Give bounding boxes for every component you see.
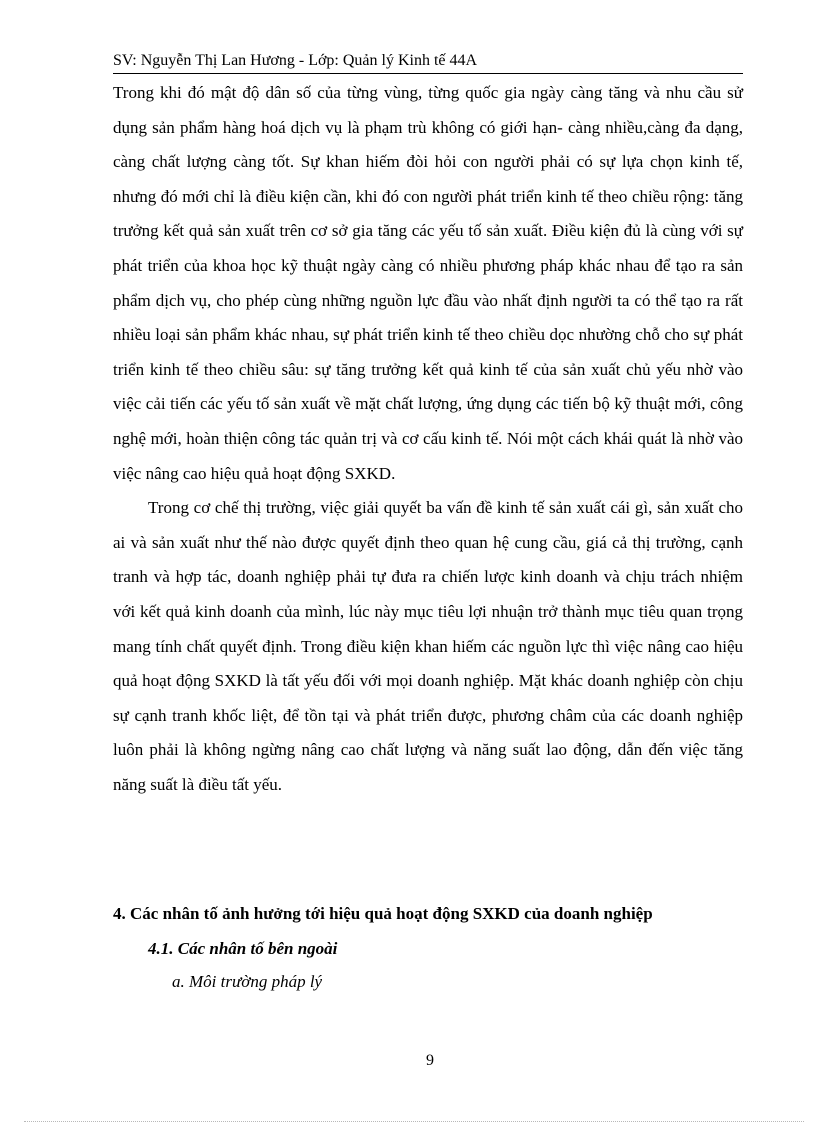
subsubsection-heading: a. Môi trường pháp lý xyxy=(172,972,323,991)
page-bottom-divider xyxy=(24,1121,804,1122)
subsection-heading: 4.1. Các nhân tố bên ngoài xyxy=(148,939,338,958)
body-content xyxy=(113,76,743,802)
section-heading: 4. Các nhân tố ảnh hưởng tới hiệu quả hoạt động SXKD của doanh nghiệp xyxy=(113,904,653,923)
page-header: SV: Nguyễn Thị Lan Hương - Lớp: Quản lý Kinh tế 44A xyxy=(113,50,743,74)
page-number: 9 xyxy=(426,1052,434,1069)
paragraph-2: Trong cơ chế thị trường, việc giải quyết ba vấn đề kinh tế sản xuất cái gì, sản xuất cho ai và sản xuất như thế nào được quyết định theo quan hệ cung cầu, giá cả thị trường, cạnh tranh và hợp tác, doanh nghiệp phải tự đưa ra chiến lược kinh doanh và chịu trách nhiệm với kết quả kinh doanh của mình, lúc này mục tiêu lợi nhuận trở thành mục tiêu quan trọng mang tính chất quyết định. Trong điều kiện khan hiếm các nguồn lực thì việc nâng cao hiệu quả hoạt động SXKD là tất yếu đối với mọi doanh nghiệp. Mặt khác doanh nghiệp còn chịu sự cạnh tranh khốc liệt, để tồn tại và phát triển được, phương châm của các doanh nghiệp luôn phải là không ngừng nâng cao chất lượng và năng suất lao động, dẫn đến việc tăng năng suất là điều tất yếu. xyxy=(113,498,743,794)
paragraph-1: Trong khi đó mật độ dân số của từng vùng, từng quốc gia ngày càng tăng và nhu cầu sử dụng sản phẩm hàng hoá dịch vụ là phạm trù không có giới hạn- càng nhiều,càng đa dạng, càng chất lượng càng tốt. Sự khan hiếm đòi hỏi con người phải có sự lựa chọn kinh tế, nhưng đó mới chỉ là điều kiện cần, khi đó con người phát triển kinh tế theo chiều rộng: tăng trưởng kết quả sản xuất trên cơ sở gia tăng các yếu tố sản xuất. Điều kiện đủ là cùng với sự phát triển của khoa học kỹ thuật ngày càng có nhiều phương pháp khác nhau để tạo ra sản phẩm dịch vụ, cho phép cùng những nguồn lực đầu vào nhất định người ta có thể tạo ra rất nhiều loại sản phẩm khác nhau, sự phát triển kinh tế theo chiều dọc nhường chỗ cho sự phát triển kinh tế theo chiều sâu: sự tăng trưởng kết quả kinh tế của sản xuất chủ yếu nhờ vào việc cải tiến các yếu tố sản xuất về mặt chất lượng, ứng dụng các tiến bộ kỹ thuật mới, công nghệ mới, hoàn thiện công tác quản trị và cơ cấu kinh tế. Nói một cách khái quát là nhờ vào việc nâng cao hiệu quả hoạt động SXKD. xyxy=(113,83,743,483)
